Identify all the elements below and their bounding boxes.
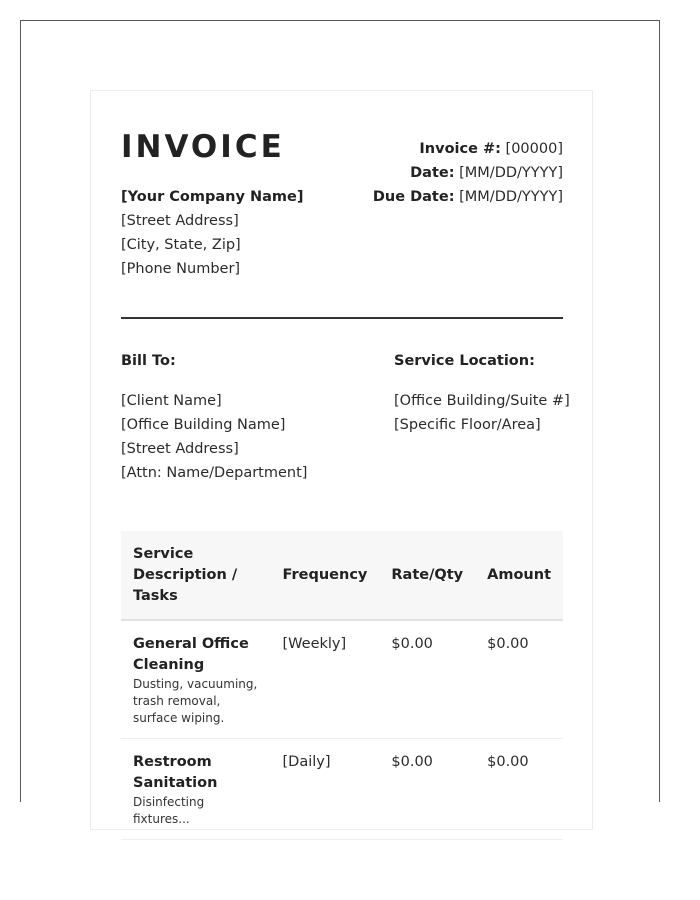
service-description: Disinfecting fixtures... (133, 795, 205, 826)
service-cell (121, 739, 271, 840)
bill-to-attn: [Attn: Name/Department] (121, 465, 308, 481)
bill-to-heading: Bill To: (121, 353, 176, 369)
service-location-heading: Service Location: (394, 353, 535, 369)
frequency-cell: [Daily] (271, 739, 380, 840)
table-header-row (121, 531, 563, 620)
header-frequency: Frequency (271, 531, 380, 620)
company-city: [City, State, Zip] (121, 237, 241, 253)
frequency-cell: [Weekly] (271, 620, 380, 739)
invoice-date (373, 161, 563, 185)
company-phone: [Phone Number] (121, 261, 241, 277)
service-name: General Office Cleaning (133, 636, 249, 673)
invoice-number-value: [00000] (505, 141, 563, 157)
header-rate-qty: Rate/Qty (379, 531, 475, 620)
invoice-number-label: Invoice #: (419, 141, 501, 157)
amount-cell: $0.00 (475, 620, 563, 739)
amount-cell: $0.00 (475, 739, 563, 840)
service-location-suite: [Office Building/Suite #] (394, 393, 570, 409)
invoice-page (90, 90, 593, 830)
invoice-number (373, 137, 563, 161)
bill-to-client-name: [Client Name] (121, 393, 222, 409)
invoice-due-date (373, 185, 563, 209)
service-name: Restroom Sanitation (133, 754, 218, 791)
company-name: [Your Company Name] (121, 189, 304, 205)
services-table (121, 531, 563, 840)
company-street: [Street Address] (121, 213, 239, 229)
service-description: Dusting, vacuuming, trash removal, surface wiping. (133, 677, 258, 725)
bill-to-section (121, 349, 307, 485)
header-divider (121, 317, 563, 319)
rate-cell: $0.00 (379, 739, 475, 840)
service-location-floor: [Specific Floor/Area] (394, 417, 541, 433)
invoice-date-label: Date: (410, 165, 455, 181)
header-service-description: Service Description / Tasks (121, 531, 271, 620)
company-info (121, 185, 303, 281)
invoice-title: INVOICE (121, 129, 285, 165)
bill-to-building-name: [Office Building Name] (121, 417, 286, 433)
invoice-meta (373, 137, 563, 209)
table-row (121, 620, 563, 739)
invoice-due-date-label: Due Date: (372, 189, 455, 205)
bill-to-street: [Street Address] (121, 441, 239, 457)
header-amount: Amount (475, 531, 563, 620)
invoice-due-date-value: [MM/DD/YYYY] (459, 189, 563, 205)
document-viewport (20, 20, 660, 826)
rate-cell: $0.00 (379, 620, 475, 739)
table-row (121, 739, 563, 840)
service-location-section (394, 349, 570, 437)
service-cell (121, 620, 271, 739)
invoice-date-value: [MM/DD/YYYY] (459, 165, 563, 181)
